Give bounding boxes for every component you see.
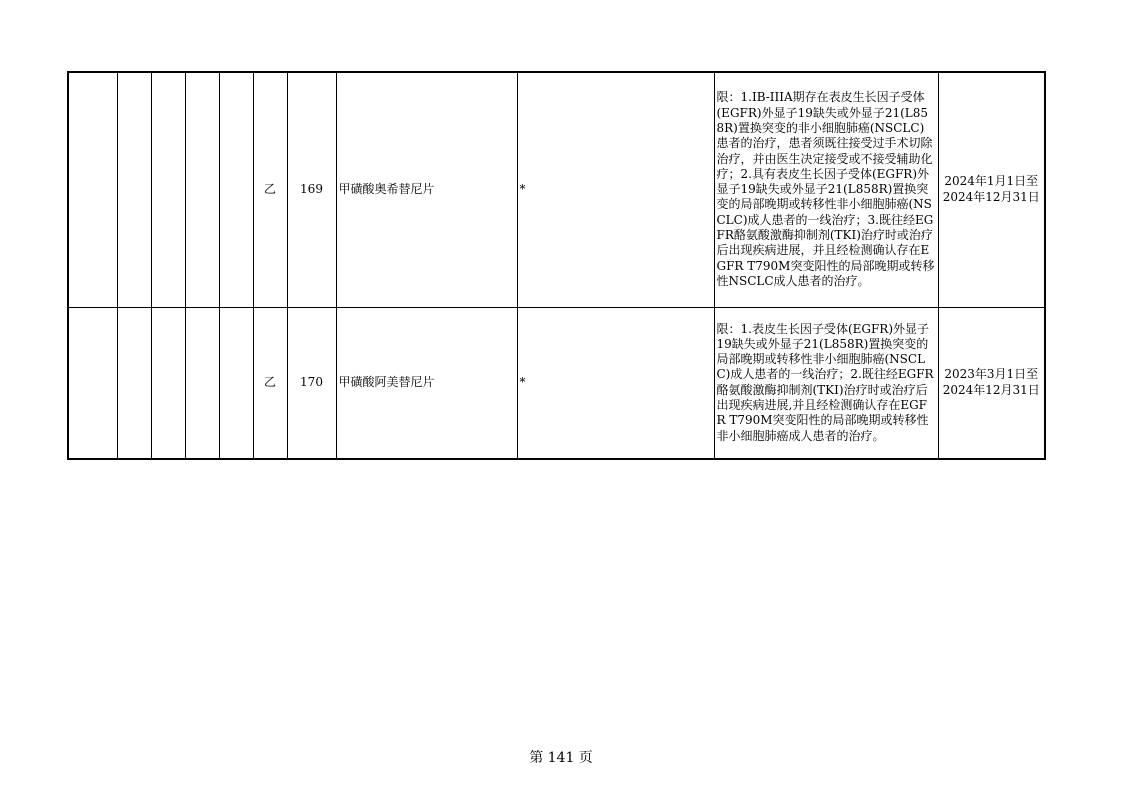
category-cell: 乙	[253, 307, 287, 459]
empty-cell	[151, 72, 185, 307]
remark-cell: 限：1.IB-IIIA期存在表皮生长因子受体(EGFR)外显子19缺失或外显子21(L858R)置换突变的非小细胞肺癌(NSCLC)患者的治疗，患者须既往接受过手术切除治疗，并由医生决定接受或不接受辅助化疗；2.具有表皮生长因子受体(EGFR)外显子19缺失或外显子21(L858R)置换突变的局部晚期或转移性非小细胞肺癌(NSCLC)成人患者的一线治疗；3.既往经EGFR酪氨酸激酶抑制剂(TKI)治疗时或治疗后出现疾病进展，并且经检测确认存在EGFR T790M突变阳性的局部晚期或转移性NSCLC成人患者的治疗。	[714, 72, 938, 307]
table-row	[68, 72, 1045, 307]
period-end: 2024年12月31日	[942, 382, 1040, 397]
empty-cell	[185, 307, 219, 459]
period-end: 2024年12月31日	[942, 189, 1040, 204]
page-number: 第 141 页	[529, 750, 593, 766]
drug-table	[67, 71, 1046, 460]
drug-name-cell: 甲磺酸阿美替尼片	[336, 307, 517, 459]
table-row	[68, 307, 1045, 459]
empty-cell	[151, 307, 185, 459]
mark-cell: *	[517, 72, 714, 307]
mark-cell: *	[517, 307, 714, 459]
period-cell	[938, 72, 1045, 307]
empty-cell	[117, 72, 151, 307]
empty-cell	[68, 72, 117, 307]
empty-cell	[185, 72, 219, 307]
category-cell: 乙	[253, 72, 287, 307]
number-cell: 170	[287, 307, 336, 459]
empty-cell	[219, 72, 253, 307]
period-cell	[938, 307, 1045, 459]
period-start: 2024年1月1日至	[944, 174, 1039, 189]
remark-cell: 限：1.表皮生长因子受体(EGFR)外显子19缺失或外显子21(L858R)置换突变的局部晚期或转移性非小细胞肺癌(NSCLC)成人患者的一线治疗；2.既往经EGFR酪氨酸激酶抑制剂(TKI)治疗时或治疗后出现疾病进展,并且经检测确认存在EGFR T790M突变阳性的局部晚期或转移性非小细胞肺癌成人患者的治疗。	[714, 307, 938, 459]
empty-cell	[219, 307, 253, 459]
empty-cell	[68, 307, 117, 459]
drug-name-cell: 甲磺酸奥希替尼片	[336, 72, 517, 307]
empty-cell	[117, 307, 151, 459]
number-cell: 169	[287, 72, 336, 307]
period-start: 2023年3月1日至	[944, 367, 1039, 382]
